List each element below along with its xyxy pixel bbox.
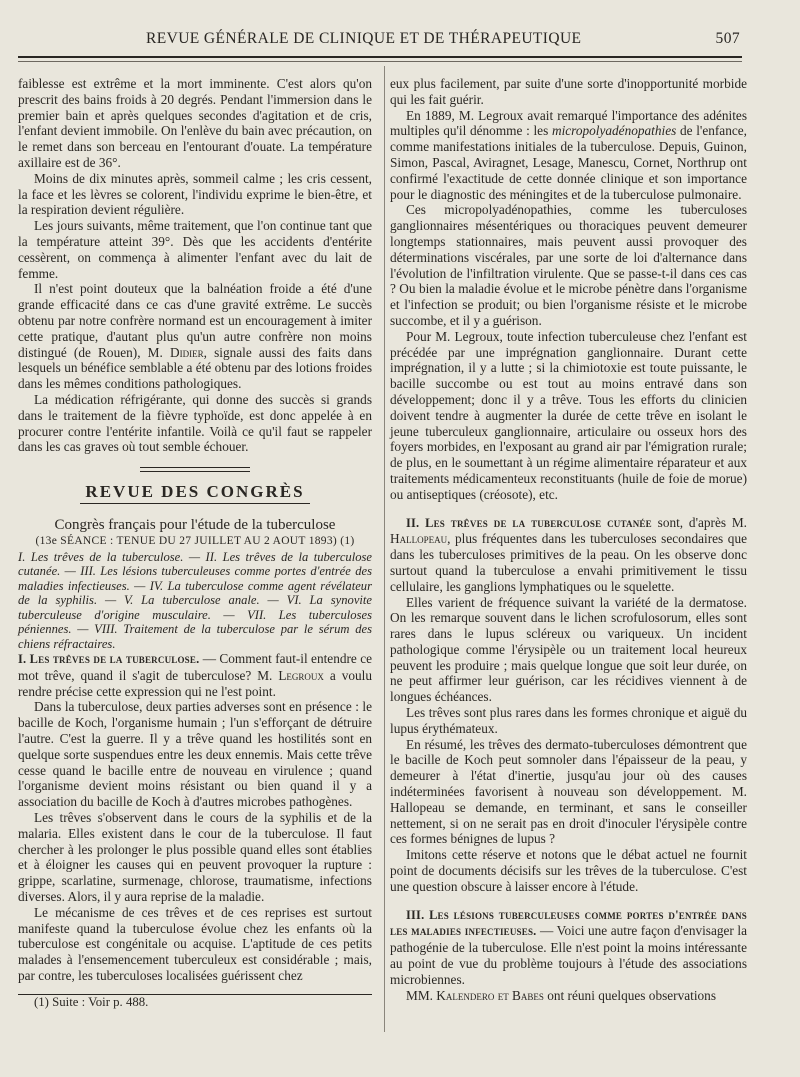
text: a voulu rendre précise cette expression qui ne l'est point. — [18, 667, 372, 699]
text: — Voici une autre façon d'envisager la pathogénie de la tuberculose. Elle n'est point la moins intéressante au point de vue du problème toujours à l'étude des associations microbiennes. — [390, 923, 747, 987]
italic-term: micropolyadénopathies — [551, 123, 677, 139]
text: En 1889, M. Legroux avait remarqué l'importance des adénites multiples qu'il dénomme : les — [390, 107, 747, 139]
text: MM. — [406, 987, 437, 1003]
text: , plus fréquentes dans les tuberculoses secondaires que dans les tuberculoses primitives de la peau. On les observe donc surtout quand la tuberculose a envahi primitivement le tissu cellulaire, les ganglions lymphatiques ou le squelette. — [390, 531, 747, 594]
author-name: Hallopeau — [390, 531, 448, 547]
header-rule — [18, 56, 742, 58]
paragraph — [18, 281, 372, 392]
subsection-heading: I. Les trêves de la tuberculose. — [18, 652, 200, 667]
paragraph: Les trêves sont plus rares dans les formes chronique et aiguë du lupus érythémateux. — [390, 705, 747, 736]
left-column — [18, 76, 372, 1011]
paragraph: Ces micropolyadénopathies, comme les tuberculoses ganglionnaires mésentériques ou thoraciques peuvent demeurer longtemps stationnaires, mais peuvent aussi provoquer des déterminations viscérales, par une sorte de loi d'alternance dans l'évolution de l'infiltration virulente. Que se passe-t-il dans ces cas ? Ou bien la maladie évolue et le microbe pénètre dans l'organisme et l'infection se produit; ou bien l'organisme résiste et le microbe succombe, et il y a guérison. — [390, 202, 747, 328]
text: Il n'est point douteux que la balnéation froide a été d'une grande efficacité dans ce cas d'une gravité extrême. Le succès obtenu par notre confrère normand est un encouragement à imiter cette pratique, d'autant plus qu'un autre confrère non moins distingué (de Rouen), M. — [18, 281, 372, 360]
right-column — [390, 76, 747, 1003]
text: de l'enfance, comme manifestations initiales de la tuberculose. Depuis, Guinon, Simon, Pascal, Aviragnet, Lesage, Manescu, Cornet, Northrup ont confirmé l'exactitude de cette donnée clinique et son importance pour le diagnostic des méningites et de la tuberculose pulmonaire. — [390, 123, 747, 202]
text: — Comment faut-il entendre ce mot trêve, quand il s'agit de tuberculose? M. — [18, 651, 372, 683]
paragraph: Imitons cette réserve et notons que le débat actuel ne fournit point de documents décisifs sur les trêves de la tuberculose. C'est une question obscure à laisser encore à l'étude. — [390, 847, 747, 894]
congress-title: Congrès français pour l'étude de la tuberculose — [54, 516, 336, 533]
section-title: REVUE DES CONGRÈS — [18, 484, 372, 504]
congress-subtitle: (13e SÉANCE : TENUE DU 27 JUILLET AU 2 AOUT 1893) (1) — [35, 534, 355, 547]
paragraph — [18, 651, 372, 699]
paragraph: Les jours suivants, même traitement, que l'on continue tant que la température atteint 39°. Dès que les accidents d'entérite cessèrent, on commença à alimenter l'enfant avec du lait de femme. — [18, 218, 372, 281]
paragraph: Les trêves s'observent dans le cours de la syphilis et de la malaria. Elles existent dans le cour de la tuberculose. Il faut chercher à les prolonger le plus possible quand elles sont établies et à éloigner les causes qui en peuvent provoquer la rupture : grippe, scarlatine, surmenage, chlorose, traumatisme, infections diverses. Alors, il y aura reprise de la maladie. — [18, 809, 372, 904]
paragraph: Elles varient de fréquence suivant la variété de la dermatose. On les remarque souvent dans le lichen scrofulosorum, elles sont rares dans le lupus scléreux ou variqueux. Un incident pathologique comme l'érysipèle ou un traitement local heureux peuvent les produire ; mais quelque longue que soit leur durée, on ne peut affirmer leur guérison, car les récidives viennent à de longues échéances. — [390, 594, 747, 705]
paragraph: Moins de dix minutes après, sommeil calme ; les cris cessent, la face et les lèvres se colorent, l'individu exprime le bien-être, et la respiration devient régulière. — [18, 170, 372, 218]
text: sont, d'après M. — [651, 514, 747, 530]
paragraph — [390, 108, 747, 203]
subsection-heading: III. Les lésions tuberculeuses comme portes d'entrée dans les maladies infectieuses. — [390, 907, 747, 939]
table-of-contents: I. Les trêves de la tuberculose. — II. Les trêves de la tuberculose cutanée. — III. Les lésions tuberculeuses comme portes d'entrée des maladies infectieuses. — IV. La tuberculose comme agent révélateur de la syphilis. — V. La tuberculose anale. — VI. La synovite tuberculeuse d'origine musculaire. — VII. Les tuberculoses péniennes. — VIII. Traitement de la tuberculose par le sérum des chiens réfractaires. — [18, 549, 372, 651]
paragraph: En résumé, les trêves des dermato-tuberculoses démontrent que le bacille de Koch peut somnoler dans l'épaisseur de la peau, y demeurer à l'état d'inertie, jusqu'au jour où des causes indéterminées favorisent à nouveau son développement. M. Hallopeau se demande, en terminant, et sans le conseiller nettement, si on ne serait pas en droit d'inoculer l'érysipèle contre ces formes bénignes de lupus ? — [390, 736, 747, 847]
section-separator — [140, 467, 250, 472]
paragraph — [390, 907, 747, 988]
author-name: Didier — [170, 344, 204, 360]
paragraph — [390, 515, 747, 595]
text: , signale aussi des faits dans lesquels un bénéfice semblable a été obtenu par des lotions froides dans les mêmes conditions pathologiques. — [18, 344, 372, 392]
journal-title: REVUE GÉNÉRALE DE CLINIQUE ET DE THÉRAPEUTIQUE — [146, 30, 582, 47]
paragraph: eux plus facilement, par suite d'une sorte d'inopportunité morbide qui les fait guérir. — [390, 76, 747, 107]
paragraph: Dans la tuberculose, deux parties adverses sont en présence : le bacille de Koch, l'organisme humain ; l'un s'efforçant de détruire l'autre. C'est la guerre. Il y a trêve quand les hostilités sont en quelque sorte suspendues entre les deux ennemis. Mais cette trêve cesse quand le bacille entre de nouveau en virulence ; quand l'organisme devient moins résistant ou bien quand il y a association du bacille de Koch à d'autres microbes pathogènes. — [18, 699, 372, 810]
paragraph — [390, 988, 747, 1004]
paragraph: faiblesse est extrême et la mort imminente. C'est alors qu'on prescrit des bains froids à 20 degrés. Pendant l'immersion dans le premier bain et après quelques secondes d'agitation et de cris, l'enfant devient immobile. On l'enlève du bain avec précaution, on le remet dans son berceau en l'entourant d'ouate. La température axillaire est de 36°. — [18, 76, 372, 170]
footnote: (1) Suite : Voir p. 488. — [34, 994, 149, 1009]
author-name: Legroux — [278, 667, 324, 683]
page-number: 507 — [715, 30, 740, 47]
paragraph: La médication réfrigérante, qui donne des succès si grands dans le traitement de la fièvre typhoïde, est donc appelée à en procurer contre l'entérite infantile. Voilà ce qu'il faut se rappeler dans les cas graves où tout semble échouer. — [18, 391, 372, 455]
text: ont réuni quelques observations — [543, 987, 717, 1003]
subsection-heading: II. Les trêves de la tuberculose cutanée — [406, 515, 652, 530]
author-name: Kalendero et Babes — [436, 987, 544, 1003]
header-rule-thin — [18, 61, 742, 62]
paragraph: Pour M. Legroux, toute infection tuberculeuse chez l'enfant est précédée par une imprégnation ganglionnaire. Durant cette imprégnation, il y a lutte ; si la chimiotoxie est toute puissante, le bacille succombe ou est tout au moins entravé dans son développement; donc il y a trêve. Tous les efforts du clinicien doivent tendre à augmenter la durée de cette trêve en isolant le jeune tuberculeux ganglionnaire, articulaire ou osseux hors des foyers morbides, en l'exposant au grand air par l'émigration rurale; de plus, en le soumettant à un régime alimentaire réparateur et aux traitements médicamenteux reconstituants (huile de foie de morue) ou antiseptiques (créosote), etc. — [390, 328, 747, 502]
paragraph: Le mécanisme de ces trêves et de ces reprises est surtout manifeste quand la tuberculose évolue chez les enfants où la tuberculose est congénitale ou acquise. L'aptitude de ces petits malades à l'ensemencement tuberculeux est considérable ; mais, par contre, les tuberculoses localisées guérissent chez — [18, 904, 372, 983]
column-divider — [384, 66, 385, 1032]
